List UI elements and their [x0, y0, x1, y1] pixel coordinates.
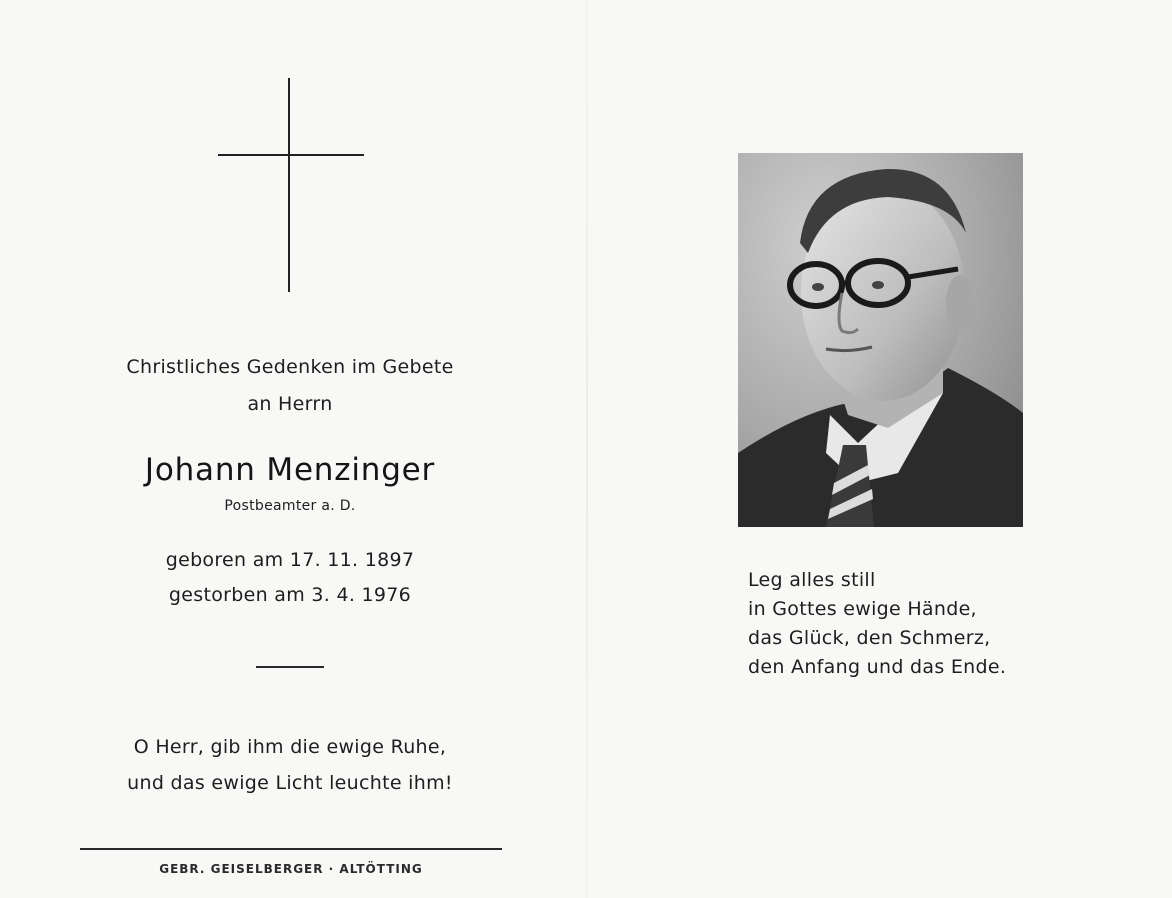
- prayer-line-1: O Herr, gib ihm die ewige Ruhe,: [133, 736, 447, 758]
- birth-date: geboren am 17. 11. 1897: [165, 549, 415, 571]
- intro-line-1: Christliches Gedenken im Gebete: [126, 356, 454, 378]
- intro-line-2: an Herrn: [247, 393, 333, 415]
- poem-line-2: in Gottes ewige Hände,: [748, 598, 977, 620]
- poem-line-3: das Glück, den Schmerz,: [748, 627, 991, 649]
- occupation: Postbeamter a. D.: [224, 498, 356, 514]
- death-date: gestorben am 3. 4. 1976: [168, 584, 412, 606]
- portrait-photo: [738, 153, 1023, 527]
- card-fold: [586, 0, 588, 898]
- poem-line-4: den Anfang und das Ende.: [748, 656, 1007, 678]
- poem-line-1: Leg alles still: [748, 569, 876, 591]
- separator-dash: [256, 666, 324, 668]
- footer-rule: [80, 848, 502, 850]
- printer-credit: GEBR. GEISELBERGER · ALTÖTTING: [159, 862, 423, 876]
- deceased-name: Johann Menzinger: [144, 452, 436, 488]
- cross-icon: [218, 78, 364, 292]
- prayer-line-2: und das ewige Licht leuchte ihm!: [127, 772, 453, 794]
